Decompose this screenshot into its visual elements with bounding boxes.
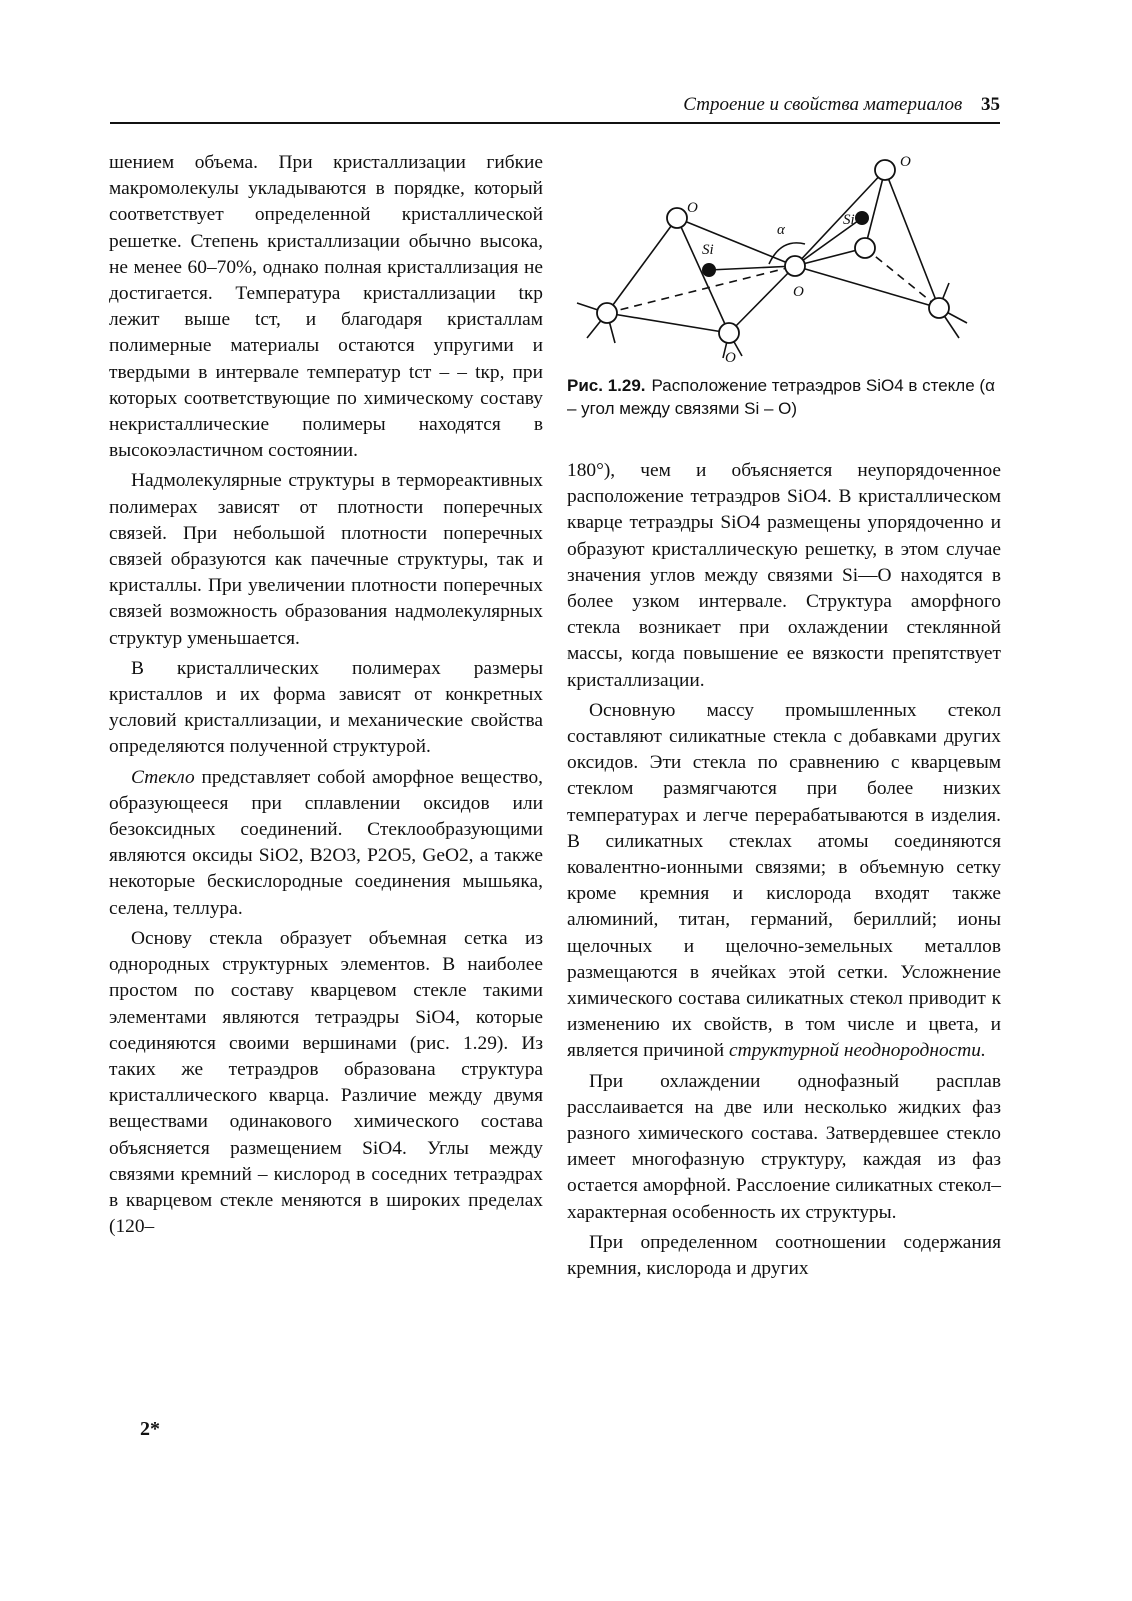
left-column (109, 150, 543, 1244)
right-column (567, 458, 1001, 1286)
si-o-bond (709, 266, 795, 270)
paragraph: 180°), чем и объясняется неупорядоченное расположение тетраэдров SiO4. В кристаллическом кварце тетраэдры SiO4 размещены упорядоченно и образуют кристаллическую решетку, в этом случае значения углов между связями Si—O находятся в более узком интервале. Структура аморфного стекла возникает при охлаждении стеклянной массы, когда повышение ее вязкости препятствует кристаллизации. (567, 460, 1001, 691)
silicon-label: Si (843, 212, 855, 228)
paragraph: Надмолекулярные структуры в термореактивных полимерах зависят от плотности поперечных связей. При небольшой плотности поперечных связей образуются как пачечные структуры, так и кристаллы. При увеличении плотности поперечных связей возможность образования надмолекулярных структур уменьшается. (109, 470, 543, 649)
paragraph: При охлаждении однофазный расплав расслаивается на две или несколько жидких фаз разного химического состава. Затвердевшее стекло имеет многофазную структуру, каждая из фаз остается аморфной. Расслоение силикатных стекол–характерная особенность их структуры. (567, 1070, 1001, 1223)
oxygen-atom (875, 160, 895, 180)
paragraph-text: Основную массу промышленных стекол составляют силикатные стекла с добавками других оксидов. Эти стекла по сравнению с кварцевым стеклом размягчаются при более низких температурах и легче перерабатываются в изделия. В силикатных стеклах атомы соединяются ковалентно-ионными связями; в объемную сетку кроме кремния и кислорода входят также алюминий, титан, германий, бериллий; ионы щелочных и щелочно-земельных металлов размещаются в ячейках этой сетки. Усложнение химического состава силикатных стекол приводит к изменению их свойств, в том числе и цвета, и является причиной (567, 699, 1001, 1062)
oxygen-atom (785, 256, 805, 276)
running-title: Строение и свойства материалов (683, 94, 963, 115)
bond-line (885, 170, 939, 308)
figure-label: Рис. 1.29. (567, 376, 646, 395)
term-glass: Стекло (131, 766, 195, 788)
paragraph-text: представляет собой аморфное вещество, образующееся при сплавлении оксидов или безоксидных соединений. Стеклообразующими являются оксиды SiO2, B2O3, P2O5, GeO2, а также некоторые бескислородные соединения мышьяка, селена, теллура. (109, 766, 543, 919)
figure-caption (567, 374, 1001, 420)
oxygen-atom (855, 238, 875, 258)
tetrahedra-diagram (567, 148, 1007, 373)
term-structural-heterogeneity: структурной неоднородности. (728, 1040, 986, 1062)
oxygen-atom (597, 303, 617, 323)
bond-line (795, 266, 939, 308)
bond-line (729, 266, 795, 333)
paragraph: шением объема. При кристаллизации гибкие макромолекулы укладываются в порядке, который соответствует определенной кристаллической решетке. Степень кристаллизации обычно высока, не менее 60–70%, однако полная кристаллизация не достигается. Температура кристаллизации tкр лежит выше tст, и благодаря кристаллам полимерные материалы остаются упругими и твердыми в интервале температур tст – – tкр, при которых соответствующие по химическому составу некристаллические полимеры находятся в высокоэластичном состоянии. (109, 152, 543, 462)
oxygen-label: O (793, 284, 804, 300)
paragraph (567, 698, 1001, 1065)
oxygen-label: O (687, 200, 698, 216)
paragraph: При определенном соотношении содержания кремния, кислорода и других (567, 1231, 1001, 1280)
bond-line (607, 313, 729, 333)
signature-mark: 2* (140, 1418, 160, 1440)
page-number: 35 (981, 94, 1000, 115)
bond-line (607, 266, 795, 313)
paragraph: В кристаллических полимерах размеры кристаллов и их форма зависят от конкретных условий кристаллизации, и механические свойства определяются полученной структурой. (109, 657, 543, 758)
silicon-atom (702, 263, 716, 277)
paragraph (109, 765, 543, 922)
caption-text: Расположение тетраэдров SiO4 в стекле (α – угол между связями Si – O) (567, 376, 995, 418)
oxygen-label: O (900, 154, 911, 170)
silicon-label: Si (702, 242, 714, 258)
oxygen-atom (719, 323, 739, 343)
angle-label: α (777, 222, 785, 238)
silicon-atom (855, 211, 869, 225)
running-head (110, 94, 1000, 124)
figure-1-29 (567, 148, 1007, 438)
oxygen-atom (929, 298, 949, 318)
oxygen-label: O (725, 350, 736, 366)
paragraph: Основу стекла образует объемная сетка из однородных структурных элементов. В наиболее простом по составу кварцевом стекле такими элементами являются тетраэдры SiO4, которые соединяются своими вершинами (рис. 1.29). Из таких же тетраэдров образована структура кристаллического кварца. Различие между двумя веществами одинакового химического состава объясняется размещением SiO4. Углы между связями кремний – кислород в соседних тетраэдрах в кварцевом стекле меняются в широких пределах (120– (109, 927, 543, 1238)
oxygen-atom (667, 208, 687, 228)
